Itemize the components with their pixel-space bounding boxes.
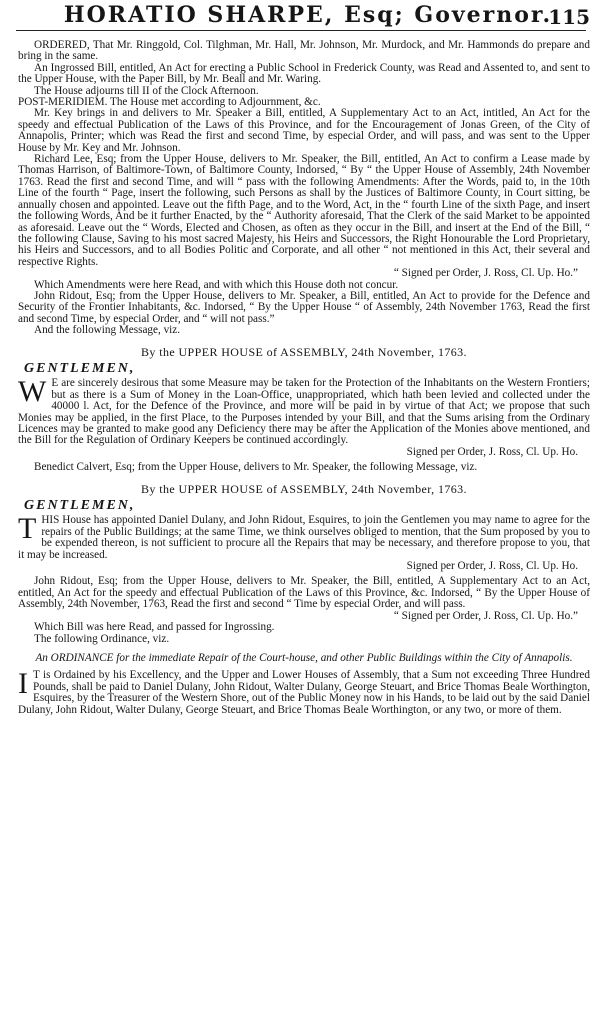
header-rule — [16, 30, 586, 31]
paragraph-ordinance-intro: The following Ordinance, viz. — [34, 632, 170, 645]
paragraph-ridout-bill: John Ridout, Esq; from the Upper House, delivers to Mr. Speaker, a Bill, entitled, An Act to provide for the Defence and Security of the Frontier Inhabitants, &c. Indorsed, “ By the Upper House “ of Assembly, 24th November 1763, Read the first and second Time, by especial Order, and “ will not pass.” — [18, 289, 590, 325]
running-head: HORATIO SHARPE, Esq; Governor. — [63, 2, 553, 28]
page-header — [16, 2, 600, 28]
message-paragraph — [18, 375, 590, 447]
drop-cap: T — [18, 512, 37, 546]
ordinance-title: An ORDINANCE for the immediate Repair of the Court-house, and other Public Buildings within the City of Annapolis. — [35, 651, 573, 664]
page-number: 115 — [548, 5, 590, 29]
drop-cap: I — [18, 667, 28, 701]
signature-line: “ Signed per Order, J. Ross, Cl. Up. Ho.” — [393, 609, 578, 622]
salutation: GENTLEMEN, — [24, 498, 136, 514]
body-text — [18, 40, 590, 716]
paragraph-post-meridiem: POST-MERIDIEM. The House met according to Adjournment, &c. — [18, 96, 321, 109]
message-text: HIS House has appointed Daniel Dulany, and John Ridout, Esquires, to join the Gentlemen you may name to agree for the repairs of the Public Buildings; at the same Time, we think ourselves obliged to mention, that the Sum proposed by you to be expended thereon, is not sufficient to procure all the Repairs that may be necessary, and therefore propose to you, that it may be increased. — [18, 514, 590, 561]
message-text: E are sincerely desirous that some Measure may be taken for the Protection of the Inhabitants on the Western Frontiers; but as there is a Sum of Money in the Loan-Office, unappropriated, which hath been levied and collected under the 40000 l. Act, for the Defence of the Province, and more will be paid in by virtue of that Act; we propose that such Monies may be applied, in the first Place, to the Purposes intended by your Bill, and that the Sums arising from the Ordinary Licences may be granted to make good any Deficiency there may be after the Application of the Monies above mentioned, and the Bill for the Regulation of Ordinary Keepers be continued accordingly. — [18, 377, 590, 447]
paragraph-lee-bill: Richard Lee, Esq; from the Upper House, delivers to Mr. Speaker, the Bill, entitled, An Act to confirm a Lease made by Thomas Harrison, of Baltimore-Town, of Baltimore County, Indorsed, “ By “ the Upper House of Assembly, 24th November 1763. Read the first and second Time, and will “ pass with the following Amendments: After the Words, paid to, in the 10th Line of the fourth “ Page, insert the following, such Persons as shall by the Justices of Baltimore County, in Court sitting, be annually chosen and appointed. Leave out the fifth Page, and to the Word, Act, in the “ fourth Line of the sixth Page, and insert the following Words, And be it further Enacted, by the “ Authority aforesaid, That the Clerk of the said Market to be appointed as aforesaid. Leave out the “ Words, Elected and Chosen, as often as they occur in the Bill, and insert at the End of the Bill, “ the following Clause, Saving to his most sacred Majesty, his Heirs and Successors, the Right Honourable the Lord Proprietary, his Heirs and Successors, and to all Bodies Politic and Corporate, and all other “ not mentioned in this Act, their several and respective Rights. — [18, 153, 590, 268]
paragraph-supplementary-bill: John Ridout, Esq; from the Upper House, delivers to Mr. Speaker, the Bill, entitled, A Supplementary Act to an Act, entitled, An Act for the speedy and effectual Publication of the Laws of this Province, &c. Indorsed, “ By the Upper House of Assembly, 24th November, 1763, Read the first and second “ Time by especial Order, and will pass. — [18, 575, 590, 611]
signature-line: Signed per Order, J. Ross, Cl. Up. Ho. — [406, 445, 578, 458]
upper-house-heading: By the UPPER HOUSE of ASSEMBLY, 24th November, 1763. — [141, 481, 467, 496]
paragraph-amendments: Which Amendments were here Read, and with which this House doth not concur. — [34, 278, 399, 291]
paragraph-calvert-message: Benedict Calvert, Esq; from the Upper House, delivers to Mr. Speaker, the following Message, viz. — [34, 461, 478, 474]
ordinance-text: T is Ordained by his Excellency, and the Upper and Lower Houses of Assembly, that a Sum not exceeding Three Hundred Pounds, shall be paid to Daniel Dulany, John Ridout, Walter Dulany, George Steuart, and Brice Thomas Beale Worthington, Esquires, by the Treasurer of the Western Shore, out of the Public Money now in his Hands, to be laid out by the said Daniel Dulany, John Ridout, Walter Dulany, George Steuart, and Brice Thomas Beale Worthington, or any two, or more of them. — [18, 669, 590, 716]
salutation: GENTLEMEN, — [24, 360, 136, 376]
paragraph-adjourn: The House adjourns till II of the Clock Afternoon. — [34, 84, 259, 97]
paragraph-message-intro: And the following Message, viz. — [34, 324, 181, 337]
message-paragraph — [18, 512, 590, 561]
paragraph-ordered: ORDERED, That Mr. Ringgold, Col. Tilghman, Mr. Hall, Mr. Johnson, Mr. Murdock, and Mr. Hammonds do prepare and bring in the same. — [18, 39, 590, 63]
drop-cap: W — [18, 375, 47, 409]
paragraph-key-bill: Mr. Key brings in and delivers to Mr. Speaker a Bill, entitled, A Supplementary Act to an Act, intitled, An Act for the speedy and effectual Publication of the Laws of this Province, and for the Encouragement of Jonas Green, of the City of Annapolis, Printer; which was Read the first and second Time, by especial Order, and will pass, and was sent to the Upper House by Mr. Key and Mr. Johnson. — [18, 107, 590, 154]
signature-line: “ Signed per Order, J. Ross, Cl. Up. Ho.” — [393, 267, 578, 280]
paragraph-ingrossed-bill: An Ingrossed Bill, entitled, An Act for erecting a Public School in Frederick County, was Read and Assented to, and sent to the Upper House, with the Paper Bill, by Mr. Beall and Mr. Waring. — [18, 61, 590, 86]
signature-line: Signed per Order, J. Ross, Cl. Up. Ho. — [406, 560, 578, 573]
paragraph-ingrossing: Which Bill was here Read, and passed for Ingrossing. — [34, 621, 275, 634]
upper-house-heading: By the UPPER HOUSE of ASSEMBLY, 24th November, 1763. — [141, 344, 467, 359]
ordinance-paragraph — [18, 667, 590, 716]
